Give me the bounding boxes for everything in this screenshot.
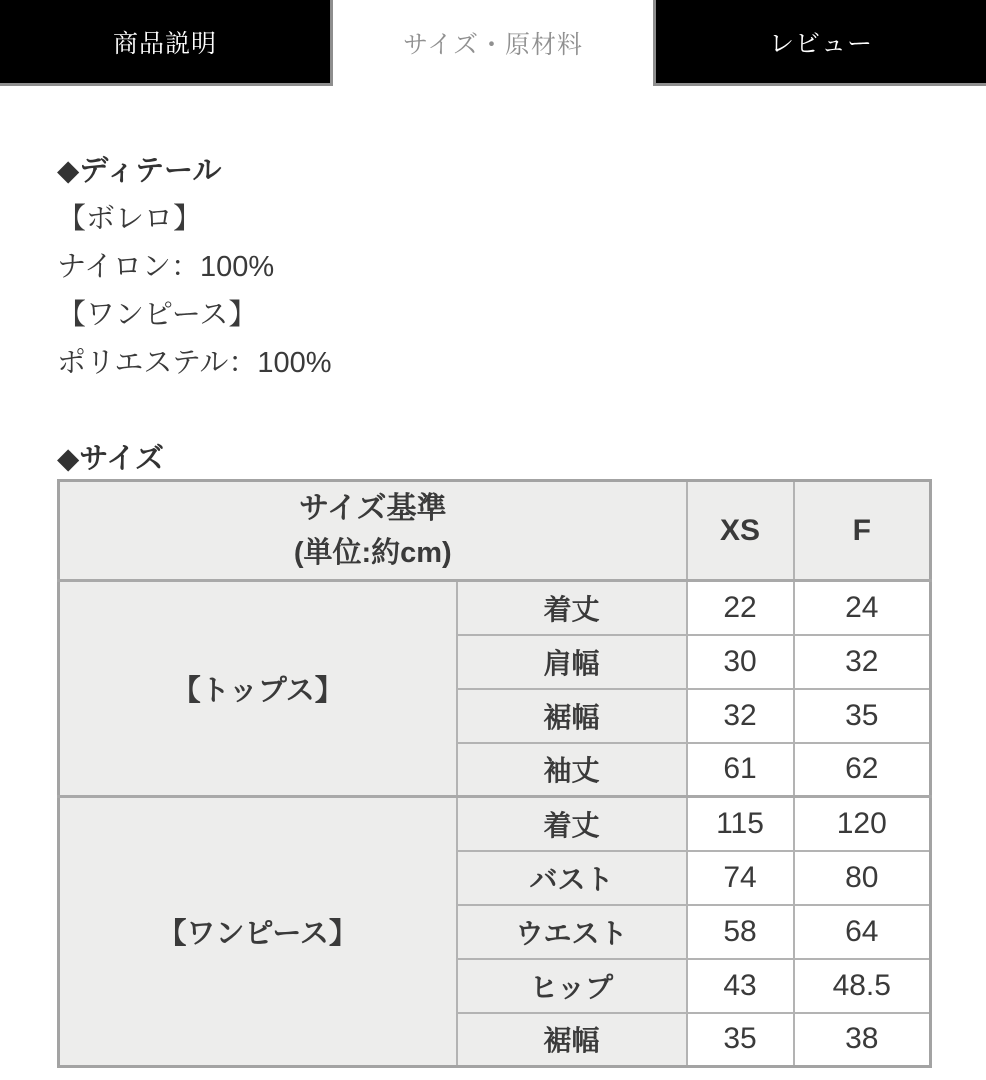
tab-panel-size-materials	[0, 147, 986, 1068]
tab-size-materials[interactable]	[330, 0, 656, 86]
measure-name: 着丈	[457, 797, 687, 851]
detail-line-bolero: 【ボレロ】	[57, 203, 203, 235]
measure-name: 裾幅	[457, 1013, 687, 1067]
size-table	[57, 479, 932, 1068]
measure-name: ウエスト	[457, 905, 687, 959]
tab-reviews[interactable]	[656, 0, 986, 86]
value-f: 120	[794, 797, 931, 851]
size-table-header-row	[59, 481, 931, 581]
size-basis-title: サイズ基準	[298, 491, 447, 525]
value-xs: 35	[687, 1013, 794, 1067]
value-f: 24	[794, 581, 931, 635]
size-heading: ◆サイズ	[57, 443, 164, 475]
value-xs: 74	[687, 851, 794, 905]
value-f: 64	[794, 905, 931, 959]
detail-line-onepiece-material: ポリエステル：100%	[57, 347, 332, 379]
value-f: 35	[794, 689, 931, 743]
value-xs: 58	[687, 905, 794, 959]
value-xs: 115	[687, 797, 794, 851]
value-xs: 32	[687, 689, 794, 743]
tab-size-materials-label: サイズ・原材料	[402, 31, 583, 59]
measure-name: 裾幅	[457, 689, 687, 743]
value-xs: 30	[687, 635, 794, 689]
measure-name: 着丈	[457, 581, 687, 635]
table-row	[59, 797, 931, 851]
value-f: 62	[794, 743, 931, 797]
tab-product-description[interactable]	[0, 0, 330, 86]
measure-name: ヒップ	[457, 959, 687, 1013]
tab-bar	[0, 0, 986, 86]
column-header-xs: XS	[687, 481, 794, 581]
tab-reviews-label: レビュー	[768, 29, 873, 58]
tab-product-description-label: 商品説明	[112, 29, 217, 58]
value-f: 80	[794, 851, 931, 905]
value-xs: 22	[687, 581, 794, 635]
measure-name: 肩幅	[457, 635, 687, 689]
value-xs: 43	[687, 959, 794, 1013]
category-cell-onepiece: 【ワンピース】	[59, 797, 457, 1067]
table-row	[59, 581, 931, 635]
value-f: 38	[794, 1013, 931, 1067]
detail-line-bolero-material: ナイロン：100%	[57, 251, 275, 283]
size-table-basis-cell	[59, 481, 687, 581]
value-xs: 61	[687, 743, 794, 797]
details-heading: ◆ディテール	[57, 155, 222, 187]
measure-name: バスト	[457, 851, 687, 905]
value-f: 48.5	[794, 959, 931, 1013]
column-header-f: F	[794, 481, 931, 581]
size-basis-unit: (単位:約cm)	[293, 536, 452, 569]
measure-name: 袖丈	[457, 743, 687, 797]
value-f: 32	[794, 635, 931, 689]
detail-line-onepiece: 【ワンピース】	[57, 299, 258, 331]
category-cell-tops: 【トップス】	[59, 581, 457, 797]
